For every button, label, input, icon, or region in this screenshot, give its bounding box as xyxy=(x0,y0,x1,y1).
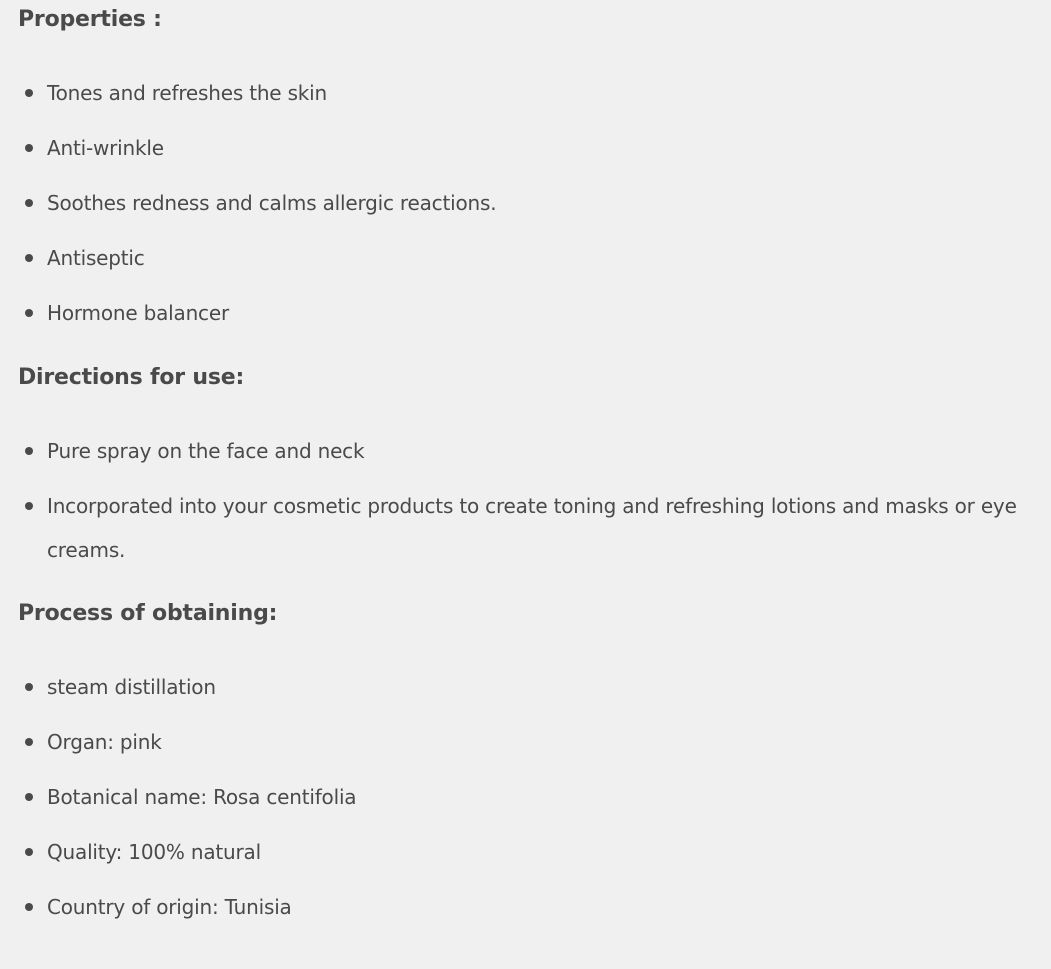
bullet-icon xyxy=(25,309,33,317)
list-item xyxy=(18,830,1033,874)
bullet-icon xyxy=(25,738,33,746)
list-item xyxy=(18,126,1033,170)
list-item-text: steam distillation xyxy=(47,675,216,699)
list-item xyxy=(18,665,1033,709)
bullet-icon xyxy=(25,683,33,691)
section-heading-process: Process of obtaining: xyxy=(18,601,278,626)
list-item-text: Incorporated into your cosmetic products to create toning and refreshing lotions and masks or eye creams. xyxy=(47,494,1017,562)
directions-list xyxy=(18,429,1033,572)
list-item-text: Antiseptic xyxy=(47,246,145,270)
section-heading-directions: Directions for use: xyxy=(18,365,245,390)
list-item xyxy=(18,775,1033,819)
properties-list xyxy=(18,71,1033,335)
list-item xyxy=(18,429,1033,473)
bullet-icon xyxy=(25,199,33,207)
list-item-text: Tones and refreshes the skin xyxy=(47,81,328,105)
list-item-text: Botanical name: Rosa centifolia xyxy=(47,785,357,809)
list-item xyxy=(18,720,1033,764)
list-item xyxy=(18,291,1033,335)
list-item xyxy=(18,236,1033,280)
list-item-text: Anti-wrinkle xyxy=(47,136,164,160)
list-item-text: Soothes redness and calms allergic reactions. xyxy=(47,191,497,215)
list-item xyxy=(18,71,1033,115)
bullet-icon xyxy=(25,144,33,152)
list-item-text: Hormone balancer xyxy=(47,301,229,325)
list-item-text: Quality: 100% natural xyxy=(47,840,261,864)
bullet-icon xyxy=(25,793,33,801)
list-item-text: Organ: pink xyxy=(47,730,162,754)
bullet-icon xyxy=(25,254,33,262)
list-item xyxy=(18,181,1033,225)
bullet-icon xyxy=(25,848,33,856)
process-list xyxy=(18,665,1033,929)
list-item-text: Country of origin: Tunisia xyxy=(47,895,292,919)
bullet-icon xyxy=(25,447,33,455)
bullet-icon xyxy=(25,89,33,97)
bullet-icon xyxy=(25,502,33,510)
list-item xyxy=(18,885,1033,929)
bullet-icon xyxy=(25,903,33,911)
section-heading-properties: Properties : xyxy=(18,7,162,32)
list-item xyxy=(18,484,1033,572)
list-item-text: Pure spray on the face and neck xyxy=(47,439,365,463)
